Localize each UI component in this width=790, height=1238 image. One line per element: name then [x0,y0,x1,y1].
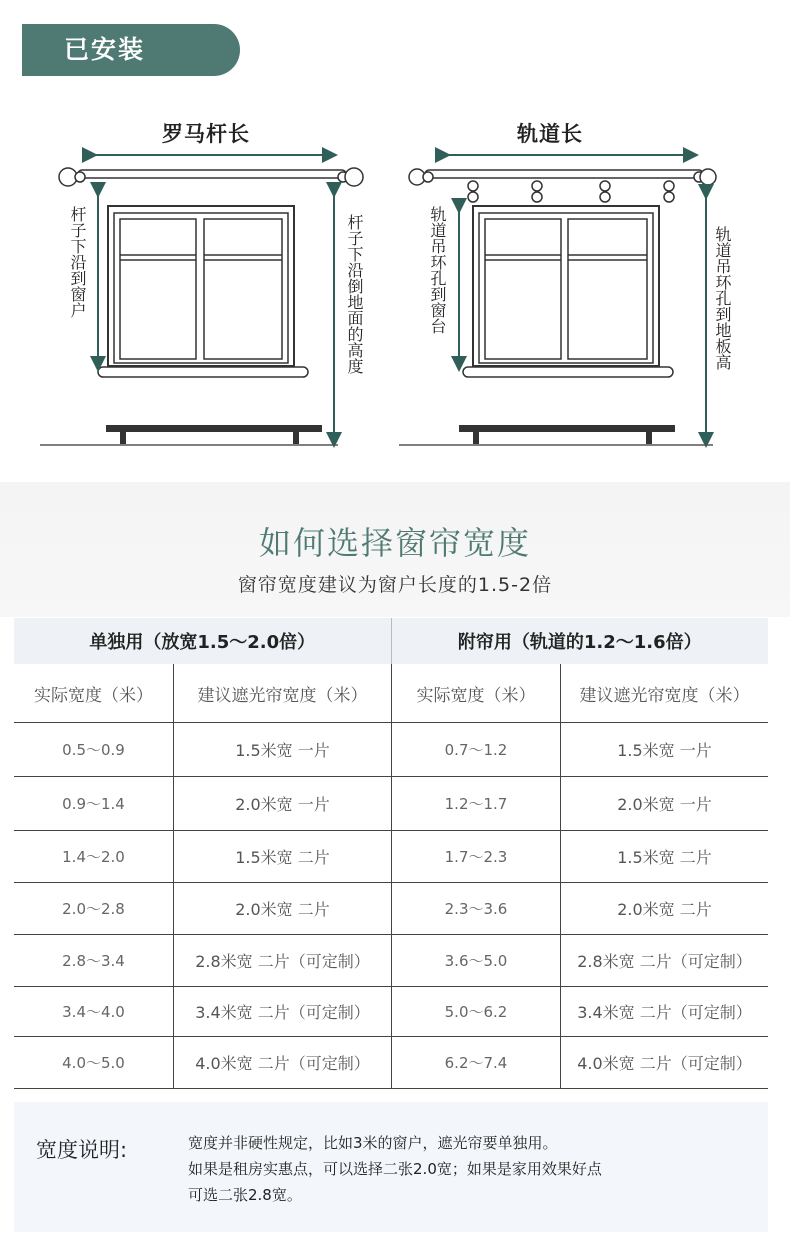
table-cell: 2.8～3.4 [62,952,125,970]
note-label: 宽度说明: [36,1138,128,1162]
table-row [14,831,768,883]
width-guide-header [0,482,790,617]
table-row [14,723,768,777]
width-guide-title: 如何选择窗帘宽度 [258,524,531,562]
table-cell: 3.6～5.0 [391,935,560,986]
roman-rod-title: 罗马杆长 [162,122,250,146]
table-header-row [14,664,768,723]
rod-to-floor-label: 杆子下沿倒地面的高度 [345,214,364,374]
track-title: 轨道长 [517,122,583,146]
track-to-floor-label: 轨道吊环孔到地板高 [713,226,732,370]
table-cell: 4.0米宽 二片（可定制） [173,1037,391,1088]
table-cell: 2.3～3.6 [391,883,560,934]
table-cell: 2.0米宽 二片 [560,883,768,934]
track-diagram [395,108,790,458]
table-cell: 1.7～2.3 [391,831,560,882]
table-cell: 0.7～1.2 [391,723,560,776]
header-cell: 建议遮光帘宽度（米） [173,664,391,722]
group-standalone: 单独用（放宽1.5～2.0倍） [14,618,391,664]
table-cell: 4.0米宽 二片（可定制） [560,1037,768,1088]
table-cell: 3.4米宽 二片（可定制） [560,987,768,1036]
note-line: 如果是租房实惠点，可以选择二张2.0宽；如果是家用效果好点 [188,1160,602,1178]
rod-to-window-label: 杆子下沿到窗户 [68,206,87,318]
table-row [14,987,768,1037]
table-row [14,935,768,987]
table-cell: 0.9～1.4 [62,795,125,813]
installed-badge: 已安装 [22,24,240,76]
table-cell: 2.8米宽 二片（可定制） [560,935,768,986]
table-cell: 1.2～1.7 [391,777,560,830]
header-cell: 实际宽度（米） [391,664,560,722]
table-group-header [14,618,768,664]
table-cell: 2.8米宽 二片（可定制） [173,935,391,986]
table-cell: 3.4～4.0 [62,1003,125,1021]
roman-rod-diagram [0,108,395,458]
roman-rod-illustration [0,108,395,458]
table-cell: 2.0米宽 一片 [560,777,768,830]
table-cell: 2.0米宽 一片 [173,777,391,830]
table-cell: 2.0米宽 二片 [173,883,391,934]
table-cell: 1.5米宽 二片 [173,831,391,882]
table-cell: 1.5米宽 一片 [560,723,768,776]
header-cell: 建议遮光帘宽度（米） [560,664,768,722]
table-cell: 2.0～2.8 [62,900,125,918]
track-to-sill-label: 轨道吊环孔到窗台 [428,206,447,334]
table-cell: 0.5～0.9 [62,741,125,759]
group-attached: 附帘用（轨道的1.2～1.6倍） [391,618,769,664]
table-cell: 3.4米宽 二片（可定制） [173,987,391,1036]
width-table [14,618,768,1089]
table-cell: 1.5米宽 一片 [173,723,391,776]
note-line: 宽度并非硬性规定，比如3米的窗户，遮光帘要单独用。 [188,1134,558,1152]
table-row [14,777,768,831]
width-guide-subtitle: 窗帘宽度建议为窗户长度的1.5-2倍 [237,574,553,596]
width-note [14,1102,768,1232]
table-cell: 5.0～6.2 [391,987,560,1036]
note-line: 可选二张2.8宽。 [188,1186,302,1204]
table-cell: 4.0～5.0 [62,1054,125,1072]
table-row [14,883,768,935]
table-cell: 1.4～2.0 [62,848,125,866]
table-cell: 6.2～7.4 [391,1037,560,1088]
table-row [14,1037,768,1089]
note-text [188,1130,764,1208]
header-cell: 实际宽度（米） [34,685,153,706]
table-cell: 1.5米宽 二片 [560,831,768,882]
